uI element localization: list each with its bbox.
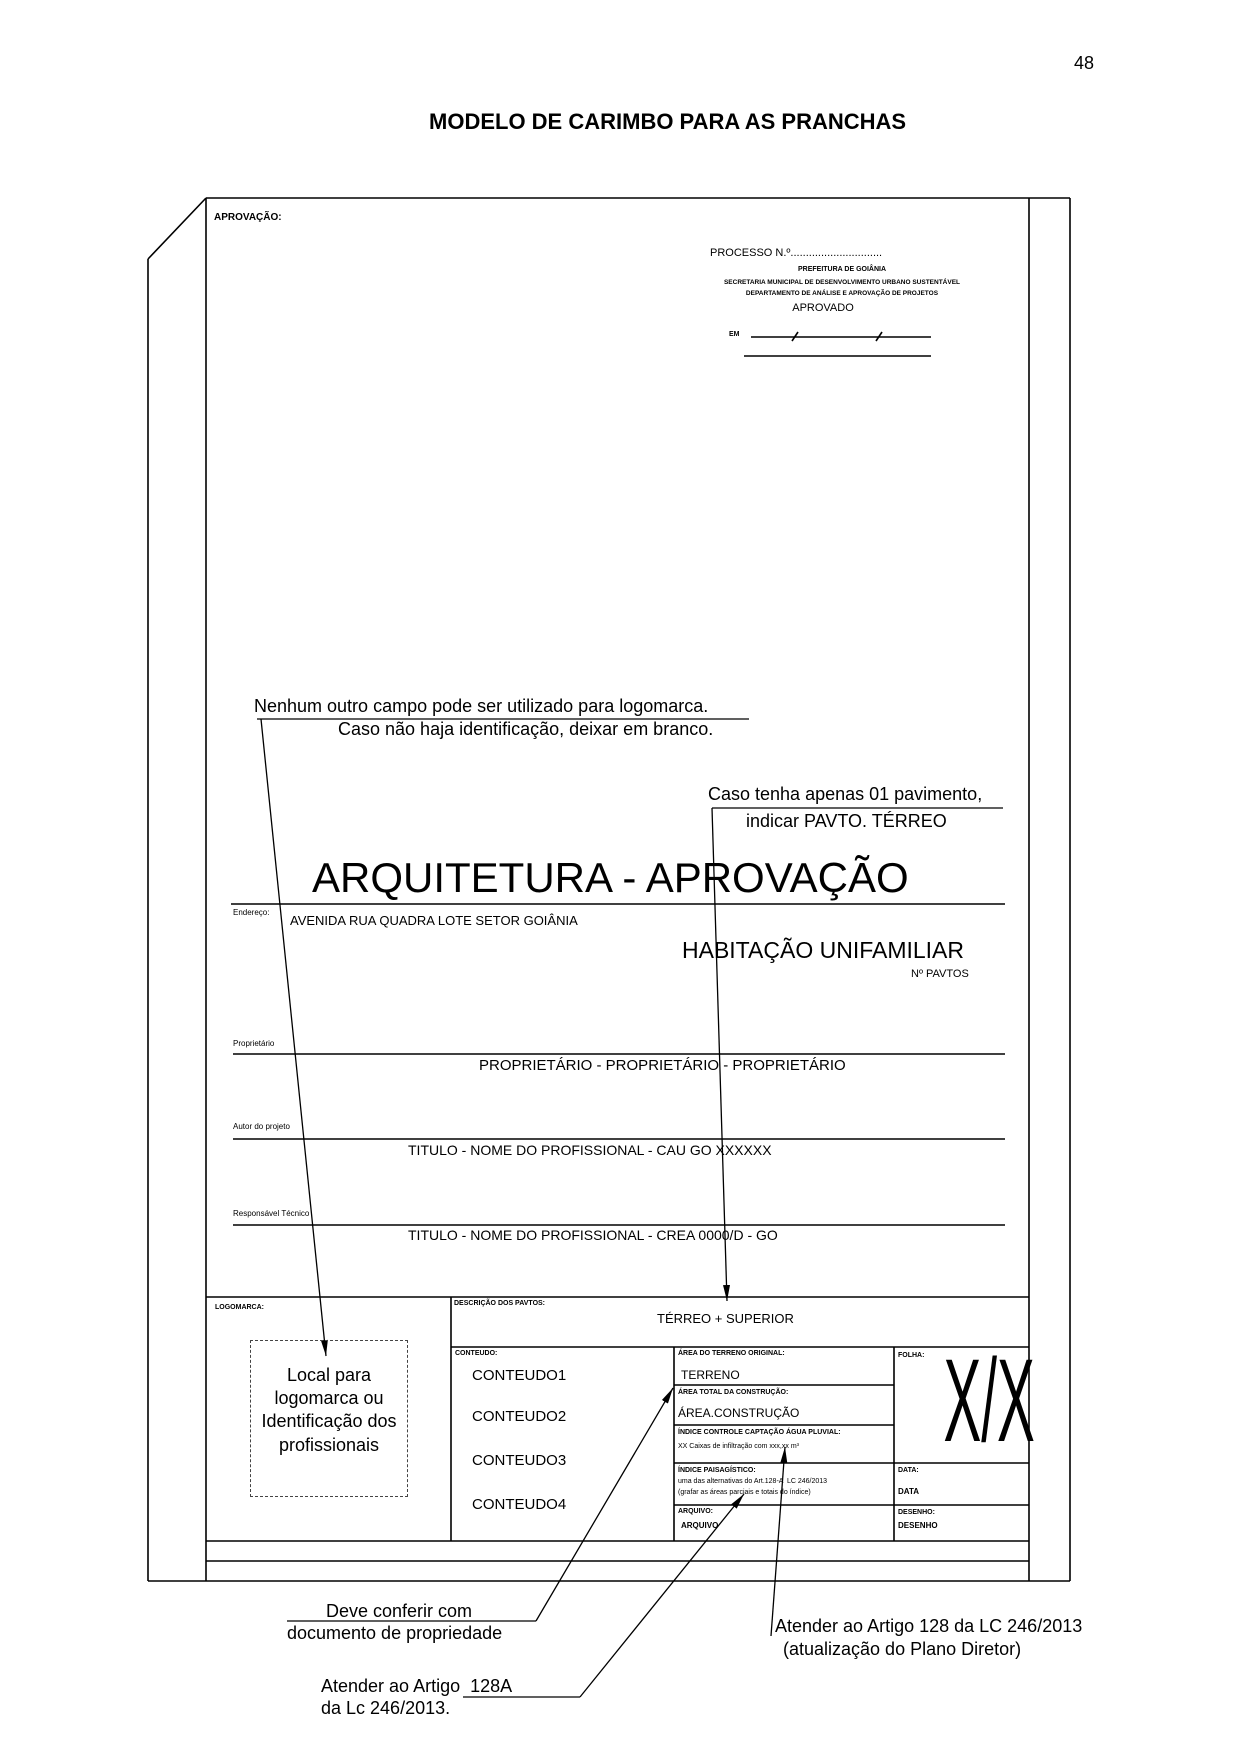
art128-note-line-2: (atualização do Plano Diretor): [783, 1639, 1022, 1659]
art128a-note-arrow: [580, 1494, 744, 1697]
content-label: CONTEUDO:: [455, 1350, 498, 1357]
owner-label: Proprietário: [233, 1039, 275, 1048]
built-area-value: ÁREA.CONSTRUÇÃO: [678, 1406, 800, 1420]
property-note-line-1: Deve conferir com: [326, 1601, 473, 1621]
logo-note-line-2: Caso não haja identificação, deixar em branco.: [338, 719, 714, 739]
floors-desc-value: TÉRREO + SUPERIOR: [657, 1311, 794, 1326]
floors-desc-label: DESCRIÇÃO DOS PAVTOS:: [454, 1300, 546, 1307]
building-use: HABITAÇÃO UNIFAMILIAR: [682, 937, 965, 963]
process-number: PROCESSO N.º..............................: [710, 247, 883, 259]
sheet-label: FOLHA:: [898, 1352, 925, 1359]
rain-index-label: ÍNDICE CONTROLE CAPTAÇÃO ÁGUA PLUVIAL:: [678, 1429, 841, 1436]
page-number: 48: [1074, 53, 1095, 73]
sheet-number-text: X/X: [943, 1335, 1035, 1467]
sheet-corner-diagonal: [148, 198, 206, 259]
author-value: TITULO - NOME DO PROFISSIONAL - CAU GO XXXXXX: [408, 1142, 772, 1158]
property-note-line-2: documento de propriedade: [287, 1623, 503, 1643]
tech-label: Responsável Técnico: [233, 1209, 310, 1218]
art128a-note-line-2: da Lc 246/2013.: [321, 1698, 451, 1718]
prefeitura-name: PREFEITURA DE GOIÂNIA: [797, 266, 887, 273]
address-label: Endereço:: [233, 908, 270, 917]
floors-count-label: Nº PAVTOS: [911, 968, 969, 980]
secretaria-name: SECRETARIA MUNICIPAL DE DESENVOLVIMENTO URBANO SUSTENTÁVEL: [723, 279, 961, 286]
content-item: CONTEUDO2: [472, 1408, 567, 1425]
logo-placeholder-line-2: logomarca ou: [274, 1388, 384, 1408]
date-label: DATA:: [898, 1467, 919, 1474]
tech-value: TITULO - NOME DO PROFISSIONAL - CREA 0000/D - GO: [408, 1227, 778, 1243]
art128-note-line-1: Atender ao Artigo 128 da LC 246/2013: [775, 1616, 1083, 1636]
page-title: MODELO DE CARIMBO PARA AS PRANCHAS: [429, 109, 907, 134]
owner-value: PROPRIETÁRIO - PROPRIETÁRIO - PROPRIETÁRIO: [479, 1057, 846, 1074]
logo-label: LOGOMARCA:: [215, 1304, 264, 1311]
logo-placeholder-line-4: profissionais: [278, 1435, 380, 1455]
author-label: Autor do projeto: [233, 1122, 290, 1131]
art128a-note-line-1: Atender ao Artigo 128A: [321, 1676, 513, 1696]
approval-date-label: EM: [729, 331, 740, 338]
content-item: CONTEUDO1: [472, 1367, 567, 1384]
land-area-value: TERRENO: [681, 1368, 740, 1382]
approval-label: APROVAÇÃO:: [214, 212, 282, 223]
rain-index-value: XX Caixas de infiltração com xxx,xx m³: [678, 1443, 799, 1450]
date-value: DATA: [898, 1487, 920, 1496]
landscape-index-line-1: uma das alternativas do Art.128-A LC 246/2013: [678, 1478, 828, 1485]
landscape-index-line-2: (grafar as áreas parciais e totais do índice): [678, 1489, 811, 1496]
floors-note-line-1: Caso tenha apenas 01 pavimento,: [708, 784, 983, 804]
file-value: ARQUIVO: [681, 1521, 719, 1530]
approval-status: APROVADO: [792, 302, 854, 314]
floors-note-line-2: indicar PAVTO. TÉRREO: [746, 811, 947, 831]
drawing-value: DESENHO: [898, 1521, 938, 1530]
discipline-title: ARQUITETURA - APROVAÇÃO: [312, 854, 909, 901]
landscape-index-label: ÍNDICE PAISAGÍSTICO:: [678, 1467, 756, 1474]
built-area-label: ÁREA TOTAL DA CONSTRUÇÃO:: [678, 1389, 789, 1396]
file-label: ARQUIVO:: [678, 1508, 713, 1515]
address-value: AVENIDA RUA QUADRA LOTE SETOR GOIÂNIA: [290, 913, 578, 928]
logo-note-line-1: Nenhum outro campo pode ser utilizado para logomarca.: [254, 696, 709, 716]
departamento-name: DEPARTAMENTO DE ANÁLISE E APROVAÇÃO DE PROJETOS: [745, 290, 939, 297]
drawing-label: DESENHO:: [898, 1509, 935, 1516]
content-item: CONTEUDO3: [472, 1452, 567, 1469]
logo-placeholder-line-3: Identificação dos: [261, 1411, 397, 1431]
sheet-number: [894, 1335, 1035, 1467]
logo-placeholder-line-1: Local para: [286, 1365, 372, 1385]
logo-note-arrow: [261, 719, 326, 1356]
content-item: CONTEUDO4: [472, 1496, 567, 1513]
land-area-label: ÁREA DO TERRENO ORIGINAL:: [678, 1350, 785, 1357]
